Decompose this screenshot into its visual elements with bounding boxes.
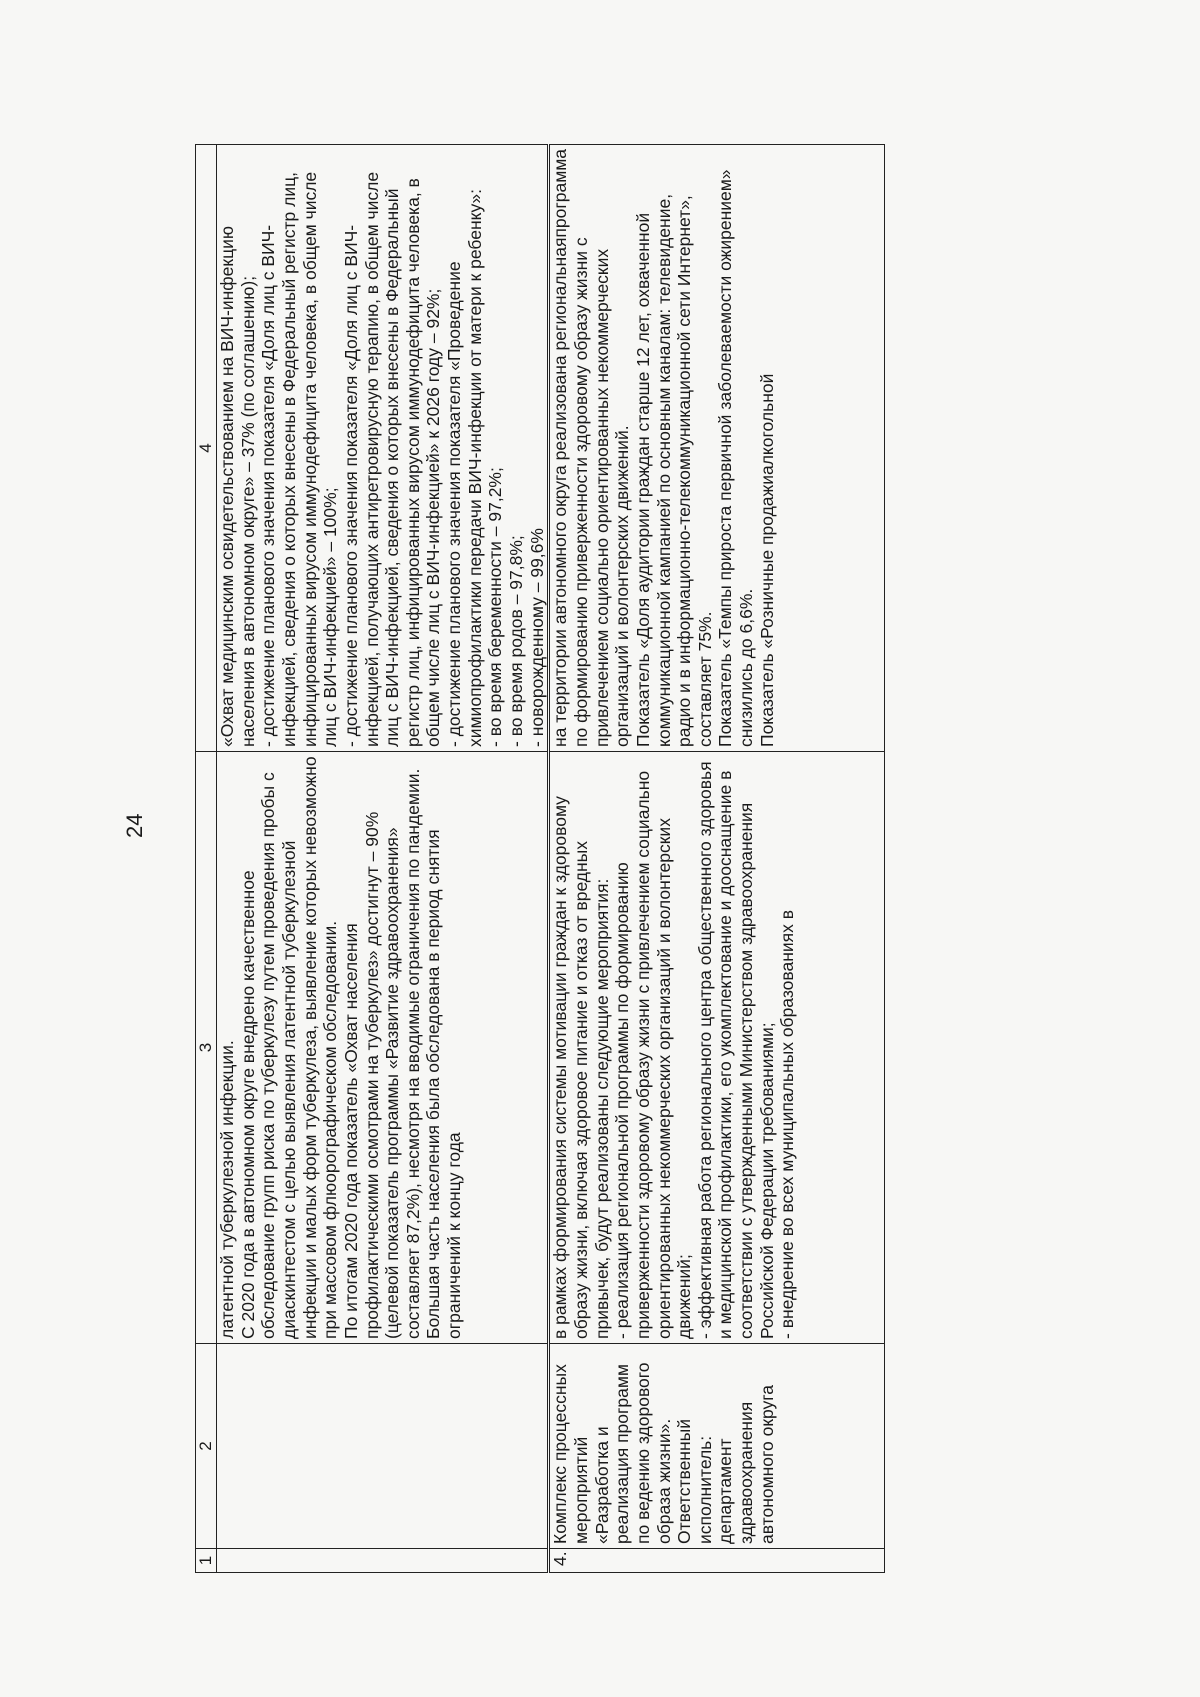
- actual-results-cell: [549, 145, 885, 752]
- table-row: [217, 145, 549, 1573]
- measures-table: [195, 144, 885, 1573]
- cell-paragraph: «Охват медицинским освидетельствованием на ВИЧ-инфекцию населения в автономном округе» – 37% (по соглашению);: [217, 226, 258, 747]
- header-col-2: 2: [196, 1344, 217, 1549]
- cell-paragraph: Показатель «Доля аудитории граждан старше 12 лет, охваченной коммуникационной кампанией по основным каналам: телевидение, радио и в информационно-телекоммуникационной сети Интернет», составляет 75%.: [632, 193, 715, 747]
- cell-paragraph: - достижение планового значения показателя «Доля лиц с ВИЧ-инфекцией, сведения о которых внесены в Федеральный регистр лиц, инфицированных вирусом иммунодефицита человека, в общем числе лиц с ВИЧ-инфекцией» – 100%;: [258, 171, 341, 747]
- planned-results-cell: [549, 752, 885, 1344]
- cell-paragraph: - эффективная работа регионального центра общественного здоровья и медицинской профилактики, его укомплектование и дооснащение в соответствии с утвержденными Министерством здравоохранения Российской Федерации требованиями;: [694, 761, 777, 1339]
- cell-paragraph: - во время родов – 97,8%;: [506, 535, 527, 747]
- cell-paragraph: - достижение планового значения показателя «Проведение химиопрофилактики передачи ВИЧ-инфекции от матери к ребенку»:: [444, 188, 485, 747]
- rotated-table-wrapper: [195, 145, 885, 1573]
- table-row: [549, 145, 885, 1573]
- cell-paragraph: По итогам 2020 года показатель «Охват населения профилактическими осмотрами на туберкулез» достигнут – 90% (целевой показатель программы «Развитие здравоохранения» составляет 87,2%), несмотря на вводимые ограничения по пандемии. Большая часть населения была обследована в период снятия ограничений к концу года: [340, 768, 465, 1339]
- cell-paragraph: Показатель «Темпы прироста первичной заболеваемости ожирением» снизились до 6,6%.: [715, 169, 757, 747]
- cell-paragraph: Комплекс процессных мероприятий «Разработка и реализация программ по ведению здорового образа жизни».: [550, 1362, 674, 1544]
- cell-paragraph: Показатель «Розничные продажиалкогольной: [756, 373, 777, 747]
- event-name-cell: [549, 1344, 885, 1549]
- row-number-cell: 4.: [549, 1549, 885, 1573]
- cell-paragraph: - достижение планового значения показателя «Доля лиц с ВИЧ-инфекцией, получающих антиретровирусную терапию, в общем числе лиц с ВИЧ-инфекцией, сведения о которых внесены в Федеральный регистр лиц, инфицированных вирусом иммунодефицита человека, в общем числе лиц с ВИЧ-инфекцией» к 2026 году – 92%;: [340, 171, 444, 747]
- header-col-3: 3: [196, 752, 217, 1344]
- page-number: 24: [122, 813, 147, 838]
- cell-paragraph: на территории автономного округа реализована региональнаяпрограмма по формированию приверженности здоровому образу жизни с привлечением социально ориентированных некоммерческих организаций и волонтерских движений.: [550, 148, 633, 747]
- row-number-cell: [217, 1549, 549, 1573]
- header-row: [196, 145, 217, 1573]
- cell-paragraph: С 2020 года в автономном округе внедрено качественное обследование групп риска по туберкулезу путем проведения пробы с диаскинтестом с целью выявления латентной туберкулезной инфекции и малых форм туберкулеза, выявление которых невозможно при массовом флюорографическом обследовании.: [237, 756, 341, 1339]
- cell-paragraph: - внедрение во всех муниципальных образованиях в: [777, 909, 798, 1339]
- actual-results-cell: [217, 145, 549, 752]
- cell-paragraph: в рамках формирования системы мотивации граждан к здоровому образу жизни, включая здоровое питание и отказ от вредных привычек, будут реализованы следующие мероприятия:: [550, 796, 612, 1339]
- event-name-cell: [217, 1344, 549, 1549]
- cell-paragraph: - реализация региональной программы по формированию приверженности здоровому образу жизни с привлечением социально ориентированных некоммерческих организаций и волонтерских движений;: [612, 770, 695, 1339]
- cell-paragraph: Ответственный исполнитель: департамент здравоохранения автономного округа: [674, 1384, 777, 1544]
- cell-paragraph: - во время беременности – 97,2%;: [485, 467, 506, 747]
- header-col-4: 4: [196, 145, 217, 752]
- planned-results-cell: [217, 752, 549, 1344]
- cell-paragraph: латентной туберкулезной инфекции.: [217, 1040, 238, 1339]
- cell-paragraph: - новорожденному – 99,6%: [526, 528, 547, 747]
- header-col-1: 1: [196, 1549, 217, 1573]
